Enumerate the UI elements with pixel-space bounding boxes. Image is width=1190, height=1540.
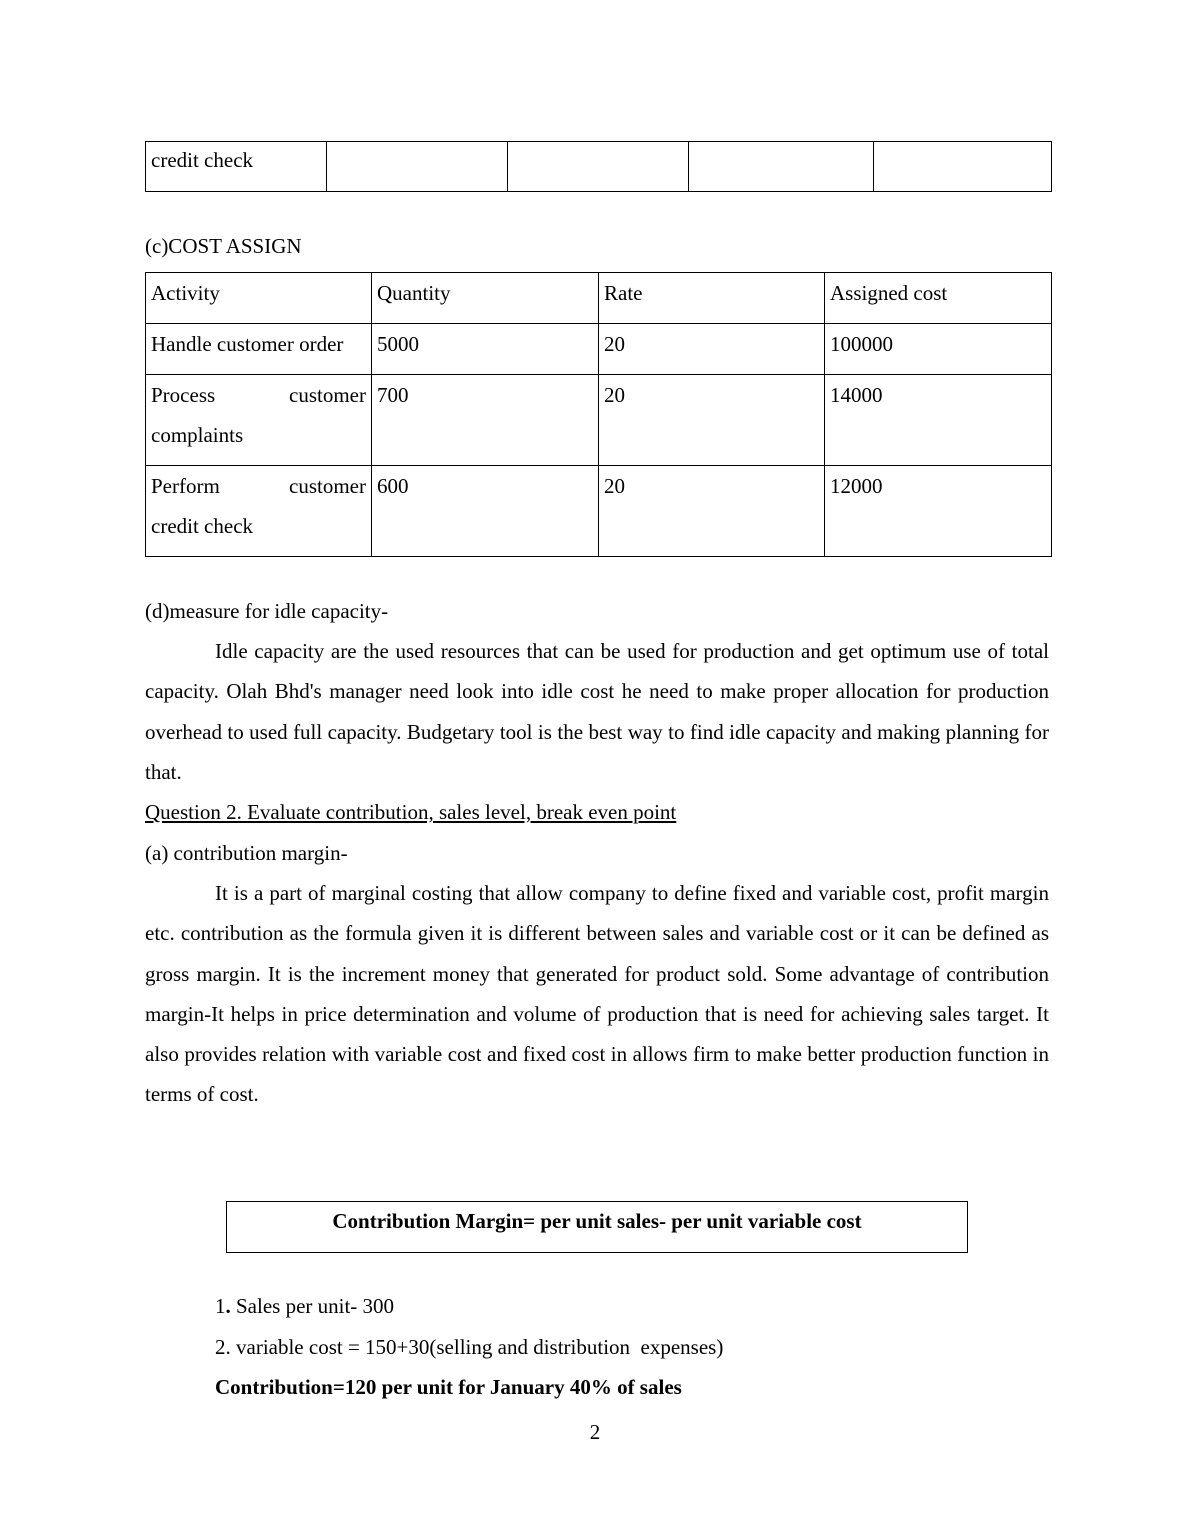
table-row: [146, 142, 1052, 192]
contribution-margin-paragraph: It is a part of marginal costing that allow company to define fixed and variable cost, profit margin etc. contribution as the formula given it is different between sales and variable cost or it can be defined as gross margin. It is the increment money that generated for product sold. Some advantage of contribution margin-It helps in price determination and volume of production that is need for achieving sales target. It also provides relation with variable cost and fixed cost in allows firm to make better production function in terms of cost.: [145, 881, 1049, 1107]
rate-cell: 20: [599, 466, 825, 557]
table-row: [146, 375, 1052, 466]
table-row: [146, 324, 1052, 375]
quantity-cell: 600: [372, 466, 599, 557]
table-cell: [874, 142, 1052, 192]
activity-cell: Handle customer order: [146, 324, 372, 375]
list-item-dot: .: [225, 1294, 231, 1318]
activity-cell: [146, 375, 372, 466]
activity-word: Perform: [151, 474, 220, 498]
activity-line-2: credit check: [151, 514, 254, 538]
table-cell: [689, 142, 874, 192]
table-cell: credit check: [146, 142, 327, 192]
column-header-rate: Rate: [599, 273, 825, 324]
idle-capacity-heading: (d)measure for idle capacity-: [145, 599, 389, 623]
assigned-cost-cell: 100000: [825, 324, 1052, 375]
cost-assign-table: [145, 272, 1052, 557]
activity-line-1: [151, 375, 366, 415]
list-item-sales-per-unit: [215, 1290, 394, 1322]
top-table-fragment: [145, 141, 1052, 192]
column-header-assigned-cost: Assigned cost: [825, 273, 1052, 324]
table-header-row: [146, 273, 1052, 324]
column-header-quantity: Quantity: [372, 273, 599, 324]
list-item-number: 1: [215, 1294, 226, 1318]
activity-word: customer: [289, 474, 366, 498]
quantity-cell: 700: [372, 375, 599, 466]
contribution-margin-heading: (a) contribution margin-: [145, 841, 348, 865]
table-cell: [508, 142, 689, 192]
question-2-heading: Question 2. Evaluate contribution, sales level, break even point: [145, 800, 677, 824]
assigned-cost-cell: 12000: [825, 466, 1052, 557]
page-number: 2: [589, 1420, 601, 1444]
activity-word: Process: [151, 383, 216, 407]
table-row: [146, 466, 1052, 557]
rate-cell: 20: [599, 324, 825, 375]
quantity-cell: 5000: [372, 324, 599, 375]
activity-line-1: [151, 466, 366, 506]
list-item-text: Sales per unit- 300: [230, 1294, 395, 1318]
rate-cell: 20: [599, 375, 825, 466]
cost-assign-heading: (c)COST ASSIGN: [145, 234, 302, 258]
idle-capacity-paragraph: Idle capacity are the used resources that can be used for production and get optimum use of total capacity. Olah Bhd's manager need look into idle cost he need to make proper allocation for production overhead to used full capacity. Budgetary tool is the best way to find idle capacity and making planning for that.: [145, 639, 1049, 784]
list-item-variable-cost: 2. variable cost = 150+30(selling and distribution expenses): [215, 1335, 724, 1359]
activity-cell: [146, 466, 372, 557]
formula-box: Contribution Margin= per unit sales- per unit variable cost: [226, 1201, 968, 1253]
activity-line-2: complaints: [151, 423, 244, 447]
activity-word: customer: [289, 383, 366, 407]
column-header-activity: Activity: [146, 273, 372, 324]
assigned-cost-cell: 14000: [825, 375, 1052, 466]
contribution-result: Contribution=120 per unit for January 40% of sales: [215, 1375, 682, 1399]
table-cell: [327, 142, 508, 192]
